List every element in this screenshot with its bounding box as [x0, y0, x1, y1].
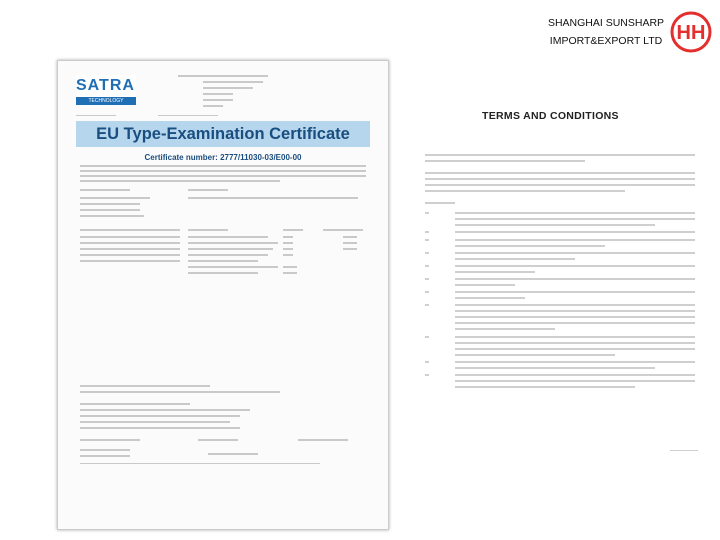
- certificate-document: [57, 60, 389, 530]
- company-name-line2: IMPORT&EXPORT LTD: [549, 35, 663, 47]
- certificate-title: EU Type-Examination Certificate: [76, 121, 370, 147]
- terms-document: [400, 88, 710, 478]
- logo-letters: HH: [676, 22, 706, 44]
- certificate-number: Certificate number: 2777/11030-03/E00-00: [144, 153, 302, 162]
- satra-brand-sub: TECHNOLOGY: [76, 97, 136, 105]
- company-name: [536, 14, 676, 50]
- satra-brand: SATRA: [76, 75, 136, 97]
- company-logo: [669, 10, 713, 54]
- satra-logo: [76, 75, 136, 113]
- company-name-line1: SHANGHAI SUNSHARP: [547, 17, 665, 29]
- terms-title: TERMS AND CONDITIONS: [482, 110, 619, 122]
